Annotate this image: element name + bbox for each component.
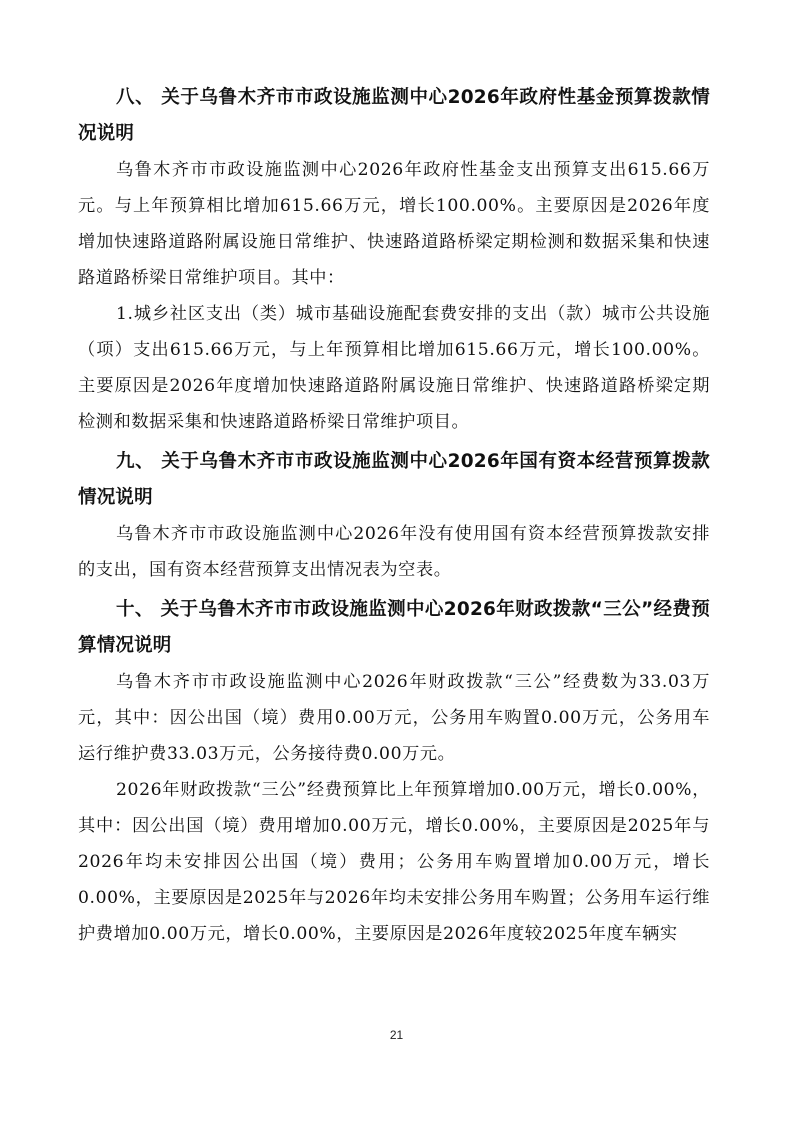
document-body bbox=[78, 80, 710, 952]
section-10-heading: 十、 关于乌鲁木齐市市政设施监测中心2026年财政拨款“三公”经费预算情况说明 bbox=[78, 599, 710, 656]
section-9-heading: 九、 关于乌鲁木齐市市政设施监测中心2026年国有资本经营预算拨款情况说明 bbox=[78, 451, 710, 508]
section-9-paragraph-1: 乌鲁木齐市市政设施监测中心2026年没有使用国有资本经营预算拨款安排的支出，国有资本经营预算支出情况表为空表。 bbox=[78, 524, 710, 580]
section-8-paragraph-2: 1.城乡社区支出（类）城市基础设施配套费安排的支出（款）城市公共设施（项）支出615.66万元，与上年预算相比增加615.66万元，增长100.00%。主要原因是2026年度增加快速路道路附属设施日常维护、快速路道路桥梁定期检测和数据采集和快速路道路桥梁日常维护项目。 bbox=[78, 304, 710, 432]
section-10-paragraph-1: 乌鲁木齐市市政设施监测中心2026年财政拨款“三公”经费数为33.03万元，其中：因公出国（境）费用0.00万元，公务用车购置0.00万元，公务用车运行维护费33.03万元，公务接待费0.00万元。 bbox=[78, 672, 710, 764]
section-10-paragraph-2: 2026年财政拨款“三公”经费预算比上年预算增加0.00万元，增长0.00%，其中：因公出国（境）费用增加0.00万元，增长0.00%，主要原因是2025年与2026年均未安排因公出国（境）费用；公务用车购置增加0.00万元，增长0.00%，主要原因是2025年与2026年均未安排公务用车购置；公务用车运行维护费增加0.00万元，增长0.00%，主要原因是2026年度较2025年度车辆实 bbox=[78, 780, 710, 944]
section-8-paragraph-1: 乌鲁木齐市市政设施监测中心2026年政府性基金支出预算支出615.66万元。与上年预算相比增加615.66万元，增长100.00%。主要原因是2026年度增加快速路道路附属设施日常维护、快速路道路桥梁定期检测和数据采集和快速路道路桥梁日常维护项目。其中： bbox=[78, 160, 710, 288]
section-8-heading: 八、 关于乌鲁木齐市市政设施监测中心2026年政府性基金预算拨款情况说明 bbox=[78, 87, 710, 144]
page-number: 21 bbox=[389, 1028, 404, 1042]
